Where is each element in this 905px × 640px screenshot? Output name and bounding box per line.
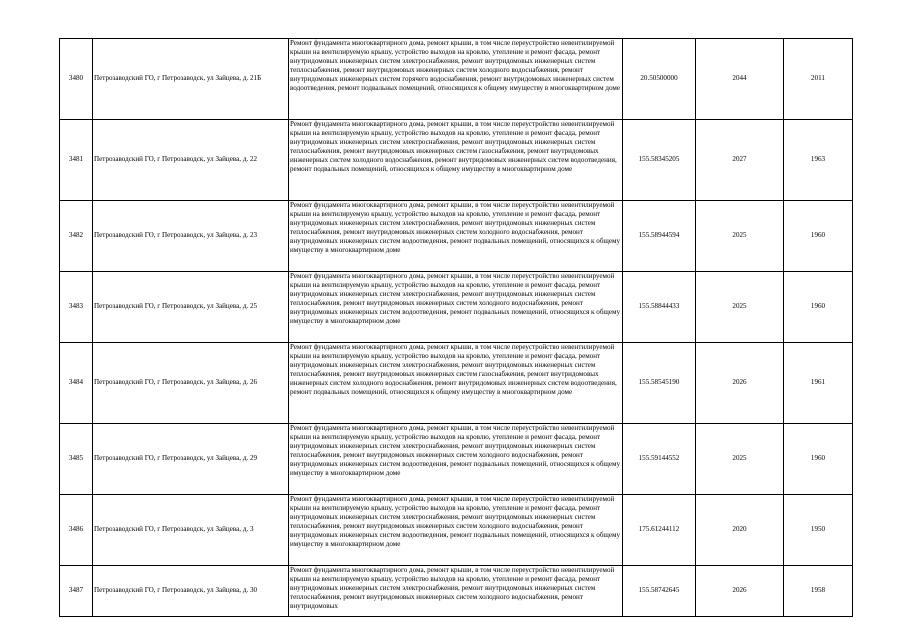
construction-year: 1961	[784, 343, 853, 424]
row-number: 3486	[60, 495, 93, 566]
house-address: Петрозаводский ГО, г Петрозаводск, ул Зайцева, д. 29	[93, 424, 289, 495]
repair-cost: 175.61244112	[623, 495, 696, 566]
row-number: 3482	[60, 201, 93, 272]
repair-cost: 155.59144552	[623, 424, 696, 495]
planned-year: 2044	[696, 39, 784, 120]
repair-program-table	[59, 38, 853, 617]
table-row	[60, 343, 853, 424]
repair-cost: 155.58844433	[623, 272, 696, 343]
repair-works: Ремонт фундамента многоквартирного дома, ремонт крыши, в том числе переустройство невентилируемой крыши на вентилируемую крышу, устройство выходов на кровлю, утепление и ремонт фасада, ремонт внутридомовых инженерных систем электроснабжения, ремонт внутридомовых инженерных систем теплоснабжения, ремонт внутридомовых инженерных систем холодного водоснабжения, ремонт внутридомовых инженерных систем водоотведения, ремонт подвальных помещений, относящихся к общему имуществу в многоквартирном доме	[289, 201, 623, 272]
table-row	[60, 495, 853, 566]
row-number: 3481	[60, 120, 93, 201]
planned-year: 2027	[696, 120, 784, 201]
repair-cost: 155.58545190	[623, 343, 696, 424]
construction-year: 1950	[784, 495, 853, 566]
planned-year: 2026	[696, 343, 784, 424]
repair-works: Ремонт фундамента многоквартирного дома, ремонт крыши, в том числе переустройство невентилируемой крыши на вентилируемую крышу, устройство выходов на кровлю, утепление и ремонт фасада, ремонт внутридомовых инженерных систем электроснабжения, ремонт внутридомовых инженерных систем теплоснабжения, ремонт внутридомовых инженерных систем холодного водоснабжения, ремонт внутридомовых инженерных систем водоотведения, ремонт подвальных помещений, относящихся к общему имуществу в многоквартирном доме	[289, 495, 623, 566]
repair-cost: 20.50500000	[623, 39, 696, 120]
repair-works: Ремонт фундамента многоквартирного дома, ремонт крыши, в том числе переустройство невентилируемой крыши на вентилируемую крышу, устройство выходов на кровлю, утепление и ремонт фасада, ремонт внутридомовых инженерных систем электроснабжения, ремонт внутридомовых инженерных систем теплоснабжения, ремонт внутридомовых инженерных систем газоснабжения, ремонт внутридомовых инженерных систем холодного водоснабжения, ремонт внутридомовых инженерных систем водоотведения, ремонт подвальных помещений, относящихся к общему имуществу в многоквартирном доме	[289, 120, 623, 201]
repair-works: Ремонт фундамента многоквартирного дома, ремонт крыши, в том числе переустройство невентилируемой крыши на вентилируемую крышу, устройство выходов на кровлю, утепление и ремонт фасада, ремонт внутридомовых инженерных систем электроснабжения, ремонт внутридомовых инженерных систем теплоснабжения, ремонт внутридомовых инженерных систем холодного водоснабжения, ремонт внутридомовых	[289, 566, 623, 617]
repair-works: Ремонт фундамента многоквартирного дома, ремонт крыши, в том числе переустройство невентилируемой крыши на вентилируемую крышу, устройство выходов на кровлю, утепление и ремонт фасада, ремонт внутридомовых инженерных систем электроснабжения, ремонт внутридомовых инженерных систем теплоснабжения, ремонт внутридомовых инженерных систем холодного водоснабжения, ремонт внутридомовых инженерных систем горячего водоснабжения, ремонт внутридомовых инженерных систем водоотведения, ремонт подвальных помещений, относящихся к общему имуществу в многоквартирном доме	[289, 39, 623, 120]
house-address: Петрозаводский ГО, г Петрозаводск, ул Зайцева, д. 26	[93, 343, 289, 424]
repair-cost: 155.58944594	[623, 201, 696, 272]
row-number: 3480	[60, 39, 93, 120]
house-address: Петрозаводский ГО, г Петрозаводск, ул Зайцева, д. 30	[93, 566, 289, 617]
construction-year: 1960	[784, 424, 853, 495]
row-number: 3487	[60, 566, 93, 617]
repair-cost: 155.58742645	[623, 566, 696, 617]
planned-year: 2025	[696, 424, 784, 495]
planned-year: 2020	[696, 495, 784, 566]
repair-works: Ремонт фундамента многоквартирного дома, ремонт крыши, в том числе переустройство невентилируемой крыши на вентилируемую крышу, устройство выходов на кровлю, утепление и ремонт фасада, ремонт внутридомовых инженерных систем электроснабжения, ремонт внутридомовых инженерных систем теплоснабжения, ремонт внутридомовых инженерных систем газоснабжения, ремонт внутридомовых инженерных систем холодного водоснабжения, ремонт внутридомовых инженерных систем водоотведения, ремонт подвальных помещений, относящихся к общему имуществу в многоквартирном доме	[289, 343, 623, 424]
construction-year: 1960	[784, 272, 853, 343]
construction-year: 1958	[784, 566, 853, 617]
repair-works: Ремонт фундамента многоквартирного дома, ремонт крыши, в том числе переустройство невентилируемой крыши на вентилируемую крышу, устройство выходов на кровлю, утепление и ремонт фасада, ремонт внутридомовых инженерных систем электроснабжения, ремонт внутридомовых инженерных систем теплоснабжения, ремонт внутридомовых инженерных систем холодного водоснабжения, ремонт внутридомовых инженерных систем водоотведения, ремонт подвальных помещений, относящихся к общему имуществу в многоквартирном доме	[289, 424, 623, 495]
house-address: Петрозаводский ГО, г Петрозаводск, ул Зайцева, д. 21Б	[93, 39, 289, 120]
table-row	[60, 120, 853, 201]
house-address: Петрозаводский ГО, г Петрозаводск, ул Зайцева, д. 3	[93, 495, 289, 566]
repair-works: Ремонт фундамента многоквартирного дома, ремонт крыши, в том числе переустройство невентилируемой крыши на вентилируемую крышу, устройство выходов на кровлю, утепление и ремонт фасада, ремонт внутридомовых инженерных систем электроснабжения, ремонт внутридомовых инженерных систем теплоснабжения, ремонт внутридомовых инженерных систем холодного водоснабжения, ремонт внутридомовых инженерных систем водоотведения, ремонт подвальных помещений, относящихся к общему имуществу в многоквартирном доме	[289, 272, 623, 343]
planned-year: 2025	[696, 201, 784, 272]
planned-year: 2026	[696, 566, 784, 617]
construction-year: 1963	[784, 120, 853, 201]
construction-year: 1960	[784, 201, 853, 272]
table-row	[60, 424, 853, 495]
table-row	[60, 39, 853, 120]
construction-year: 2011	[784, 39, 853, 120]
row-number: 3483	[60, 272, 93, 343]
table-row	[60, 272, 853, 343]
row-number: 3484	[60, 343, 93, 424]
row-number: 3485	[60, 424, 93, 495]
house-address: Петрозаводский ГО, г Петрозаводск, ул Зайцева, д. 22	[93, 120, 289, 201]
planned-year: 2025	[696, 272, 784, 343]
house-address: Петрозаводский ГО, г Петрозаводск, ул Зайцева, д. 25	[93, 272, 289, 343]
table-row	[60, 201, 853, 272]
house-address: Петрозаводский ГО, г Петрозаводск, ул Зайцева, д. 23	[93, 201, 289, 272]
table-row	[60, 566, 853, 617]
repair-cost: 155.58345205	[623, 120, 696, 201]
